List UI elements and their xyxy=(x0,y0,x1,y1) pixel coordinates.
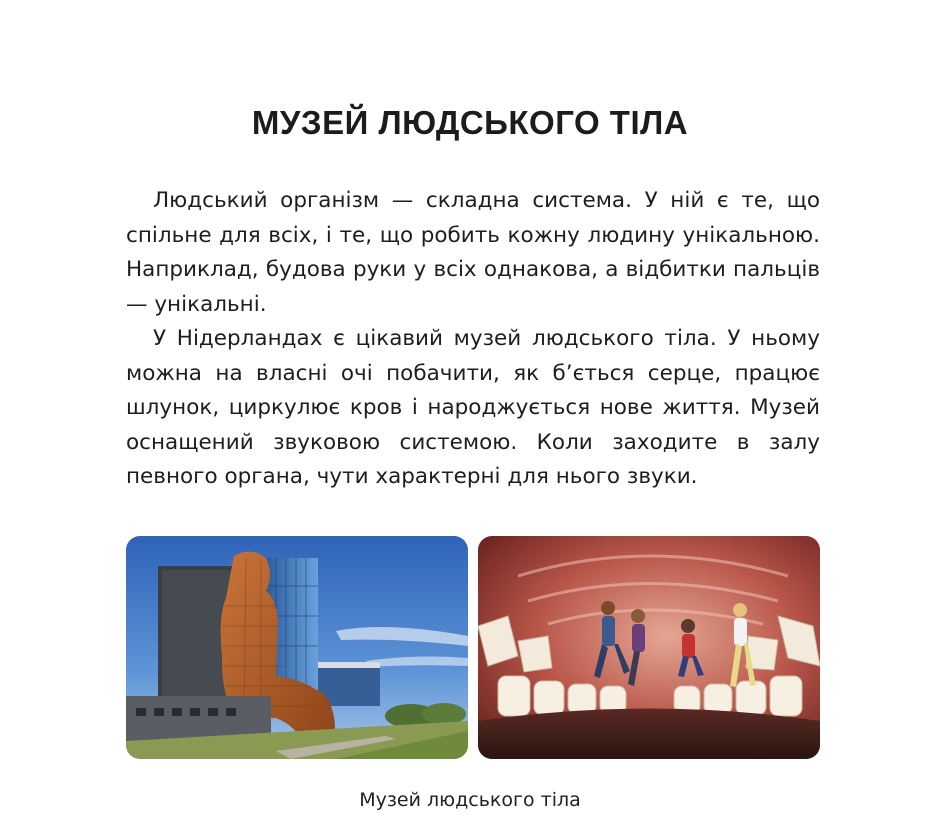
museum-building-illustration xyxy=(126,536,468,759)
mouth-exhibit-illustration xyxy=(478,536,820,759)
museum-building-photo xyxy=(126,536,468,759)
photo-caption: Музей людського тіла xyxy=(359,789,581,811)
paragraph-2: У Нідерландах є цікавий музей людського тіла. У ньому можна на власні очі побачити, як б’ється серце, працює шлунок, циркулює кров і народжується нове життя. Музей оснащений звуковою системою. Коли заходите в залу певного органа, чути характерні для нього звуки. xyxy=(126,326,820,489)
paragraph-1: Людський організм — складна система. У ній є те, що спільне для всіх, і те, що робить кожну людину унікальною. Наприклад, будова руки у всіх однакова, а відбитки пальців — унікальні. xyxy=(126,188,820,317)
mouth-exhibit-photo xyxy=(478,536,820,759)
article-body xyxy=(126,184,820,495)
photo-row xyxy=(126,536,820,759)
page-title: МУЗЕЙ ЛЮДСЬКОГО ТІЛА xyxy=(251,104,689,141)
